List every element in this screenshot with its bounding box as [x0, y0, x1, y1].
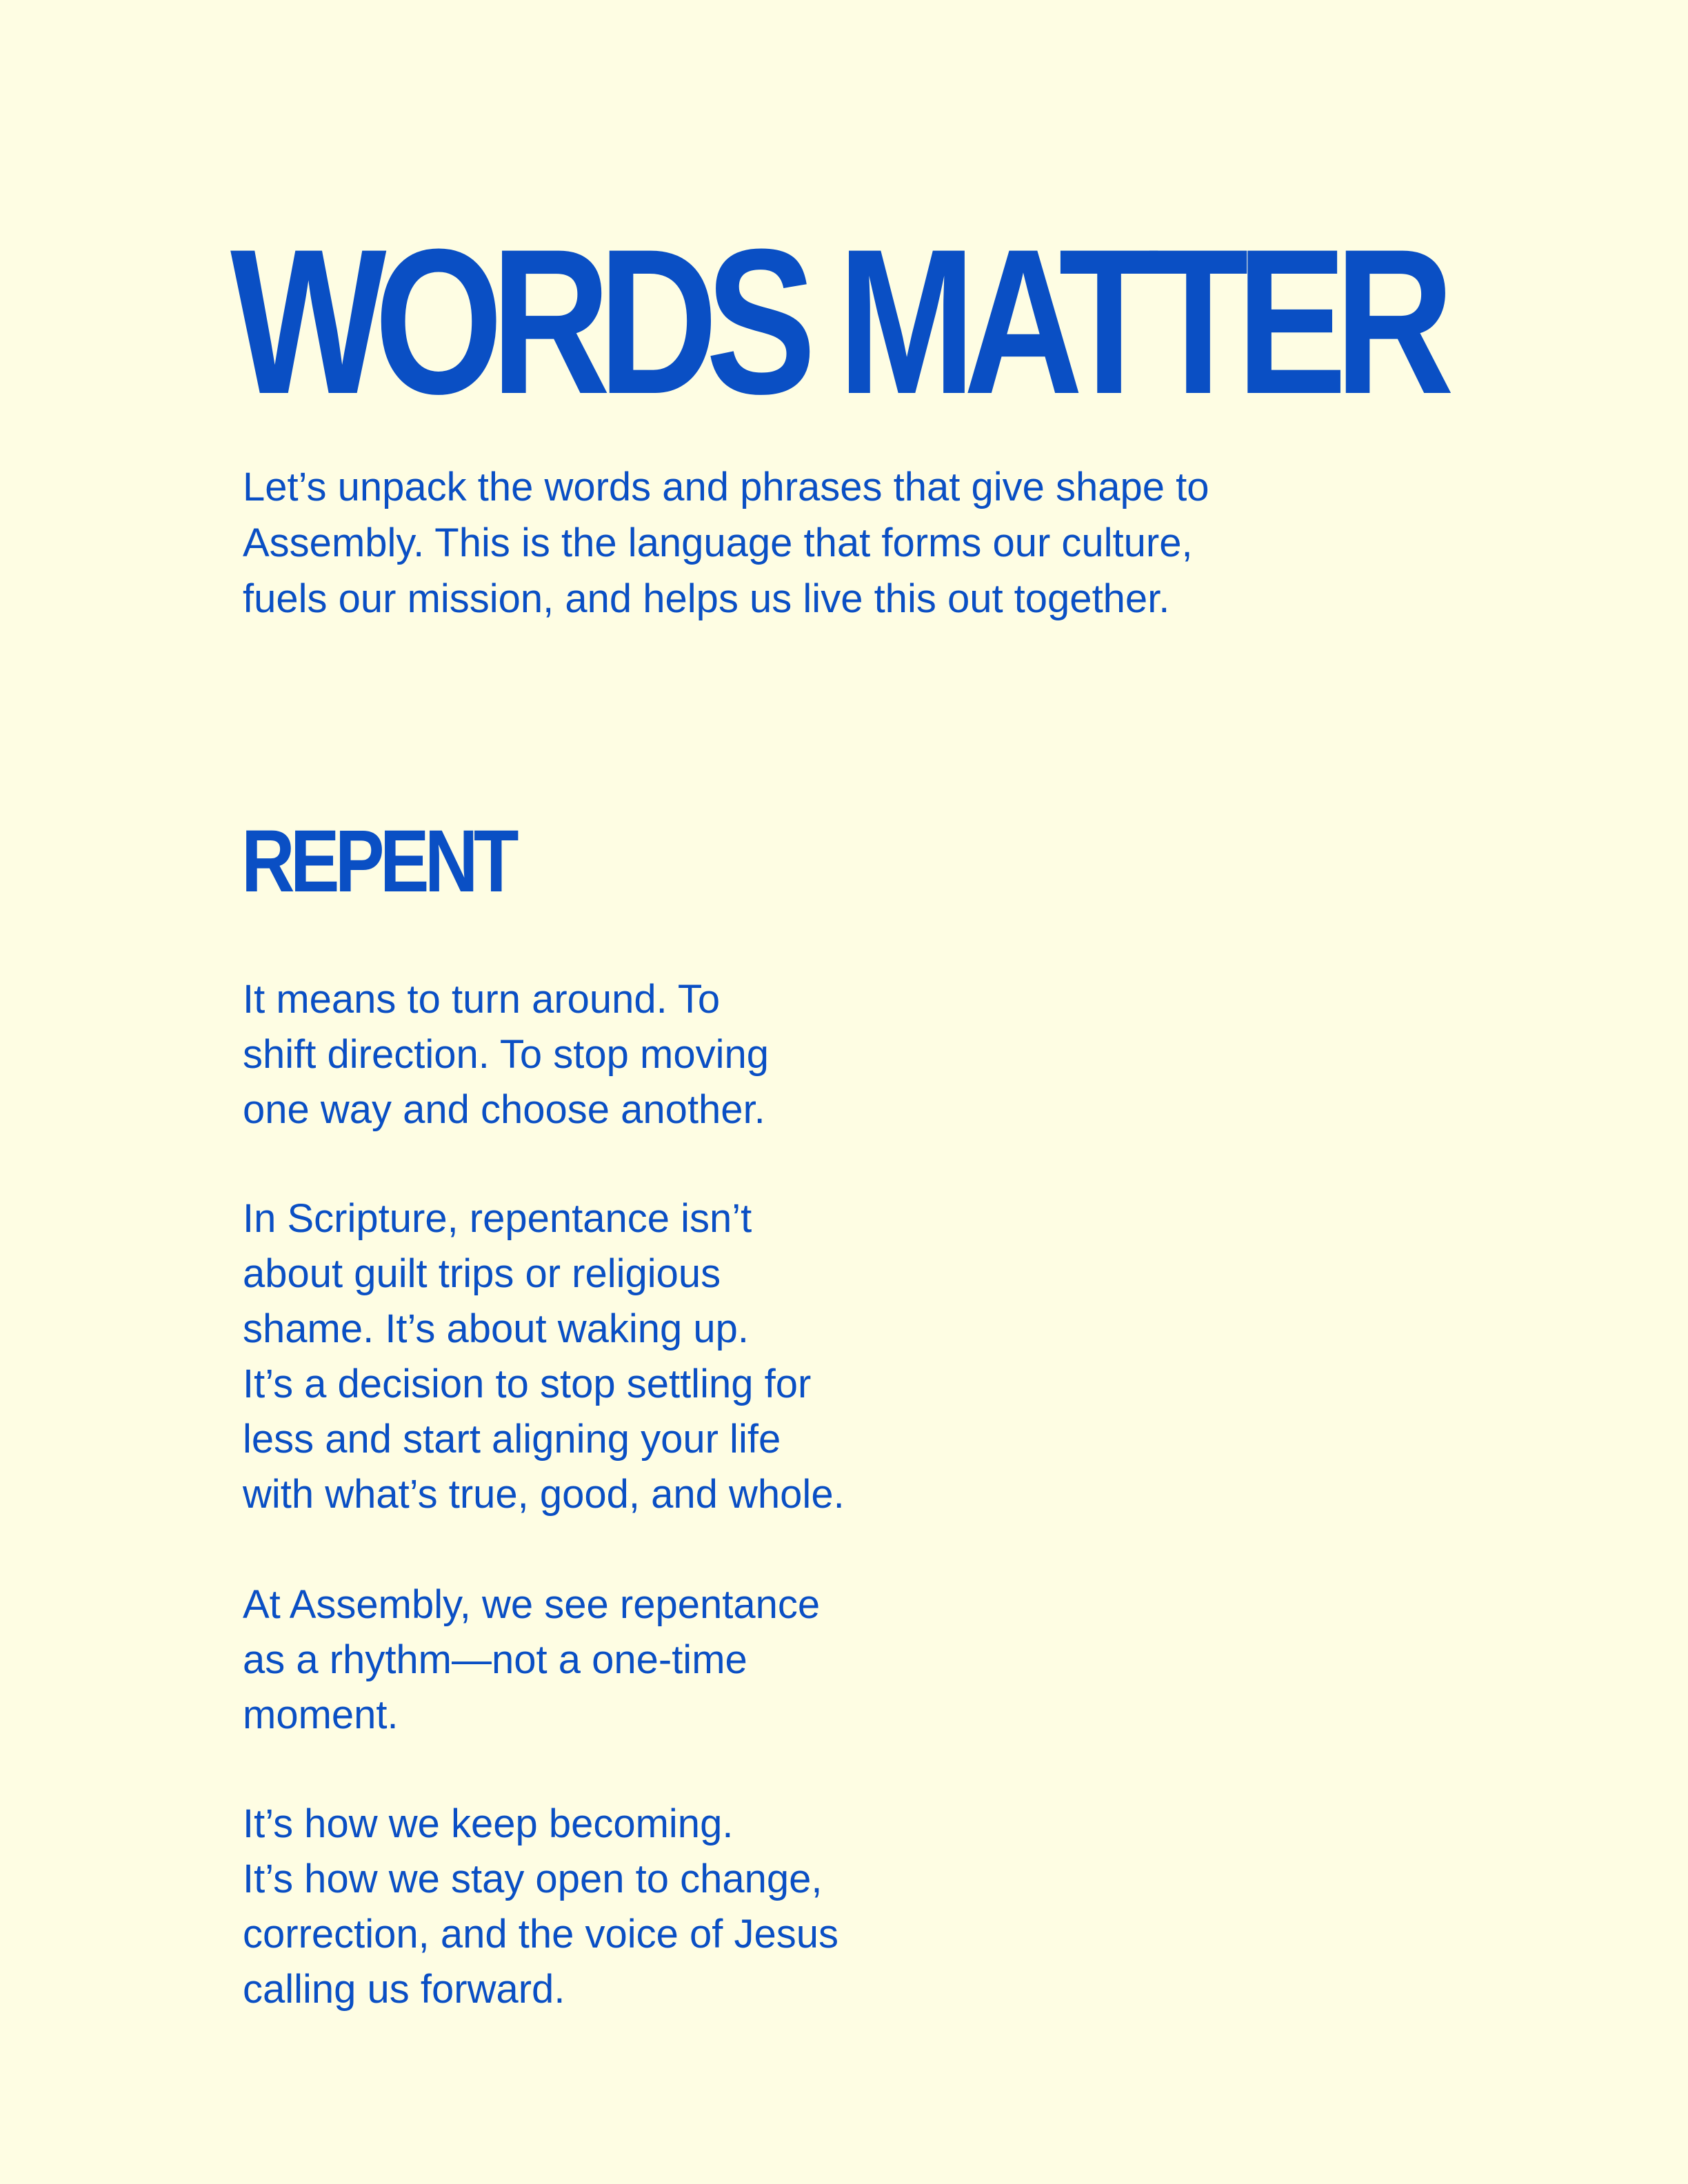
- paragraph-line: It’s how we stay open to change,: [243, 1857, 823, 1901]
- term-heading: REPENT: [241, 812, 514, 911]
- term-paragraph-3: [243, 1577, 820, 1743]
- paragraph-line: with what’s true, good, and whole.: [243, 1472, 845, 1517]
- term-paragraph-4: [243, 1797, 838, 2017]
- paragraph-line: calling us forward.: [243, 1967, 565, 2012]
- paragraph-line: correction, and the voice of Jesus: [243, 1912, 839, 1957]
- paragraph-line: shift direction. To stop moving: [243, 1032, 769, 1077]
- paragraph-line: It means to turn around. To: [243, 977, 721, 1022]
- page-title: WORDS MATTER: [230, 205, 1443, 437]
- intro-line: fuels our mission, and helps us live this out together.: [243, 576, 1170, 621]
- paragraph-line: one way and choose another.: [243, 1087, 765, 1132]
- intro-line: Let’s unpack the words and phrases that give shape to: [243, 465, 1209, 509]
- intro-line: Assembly. This is the language that forms our culture,: [243, 520, 1193, 565]
- paragraph-line: less and start aligning your life: [243, 1417, 781, 1462]
- term-paragraph-1: [243, 972, 769, 1138]
- paragraph-line: about guilt trips or religious: [243, 1251, 721, 1296]
- paragraph-line: It’s how we keep becoming.: [243, 1801, 734, 1846]
- paragraph-line: At Assembly, we see repentance: [243, 1582, 821, 1627]
- paragraph-line: moment.: [243, 1692, 399, 1737]
- paragraph-line: shame. It’s about waking up.: [243, 1306, 750, 1351]
- intro-paragraph: [243, 459, 1277, 627]
- paragraph-line: as a rhythm—not a one-time: [243, 1637, 747, 1682]
- term-paragraph-2: [243, 1191, 845, 1522]
- paragraph-line: It’s a decision to stop settling for: [243, 1362, 812, 1406]
- paragraph-line: In Scripture, repentance isn’t: [243, 1196, 752, 1241]
